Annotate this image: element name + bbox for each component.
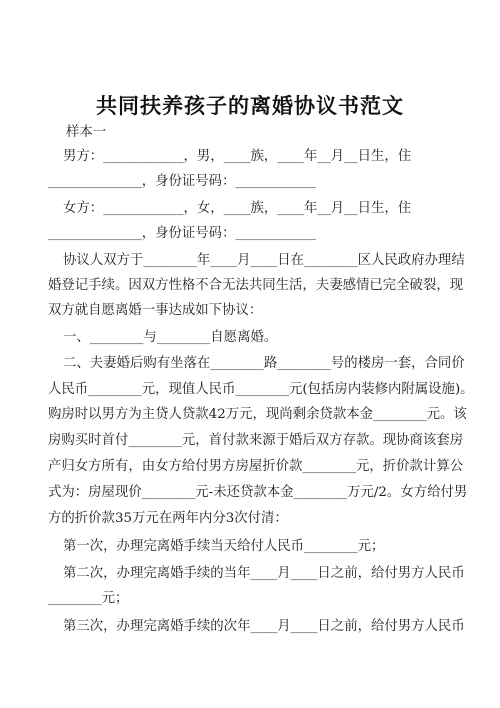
paragraph-line: ______________，身份证号码：____________ xyxy=(48,226,316,241)
paragraph-line: 一、________与________自愿离婚。 xyxy=(63,330,278,345)
sample-label: 样本一 xyxy=(66,125,107,140)
paragraph-line: 双方就自愿离婚一事达成如下协议： xyxy=(48,303,263,318)
paragraph-line: 购房时以男方为主贷人贷款42万元，现尚剩余贷款本金________元。该 xyxy=(48,407,467,422)
paragraph-line: 婚登记手续。因双方性格不合无法共同生活，夫妻感情已完全破裂，现 xyxy=(48,278,464,293)
paragraph-line: 女方：____________，女，____族，____年__月__日生，住 xyxy=(63,201,412,216)
paragraph-line: 产归女方所有，由女方给付男方房屋折价款________元，折价款计算公 xyxy=(48,459,464,474)
paragraph-line: 协议人双方于________年____月____日在________区人民政府办理结 xyxy=(63,253,465,268)
paragraph-line: 房购买时首付________元，首付款来源于婚后双方存款。现协商该套房 xyxy=(48,433,464,448)
paragraph-line: 第一次，办理完离婚手续当天给付人民币________元； xyxy=(63,539,385,554)
paragraph-line: 第三次，办理完离婚手续的次年____月____日之前，给付男方人民币 xyxy=(63,619,465,634)
paragraph-line: 第二次，办理完离婚手续的当年____月____日之前，给付男方人民币 xyxy=(63,566,465,581)
paragraph-line: ________元； xyxy=(48,591,129,606)
paragraph-line: 男方：____________，男，____族，____年__月__日生，住 xyxy=(63,149,412,164)
paragraph-line: 二、夫妻婚后购有坐落在________路________号的楼房一套，合同价 xyxy=(63,356,465,371)
paragraph-line: ______________，身份证号码：____________ xyxy=(48,174,316,189)
document-title: 共同扶养孩子的离婚协议书范文 xyxy=(96,94,404,118)
paragraph-line: 式为：房屋现价________元-未还贷款本金________万元/2。女方给付男 xyxy=(48,485,468,500)
paragraph-line: 人民币________元，现值人民币________元(包括房内装修内附属设施)。 xyxy=(48,382,474,397)
paragraph-line: 方的折价款35万元在两年内分3次付清： xyxy=(48,511,288,526)
